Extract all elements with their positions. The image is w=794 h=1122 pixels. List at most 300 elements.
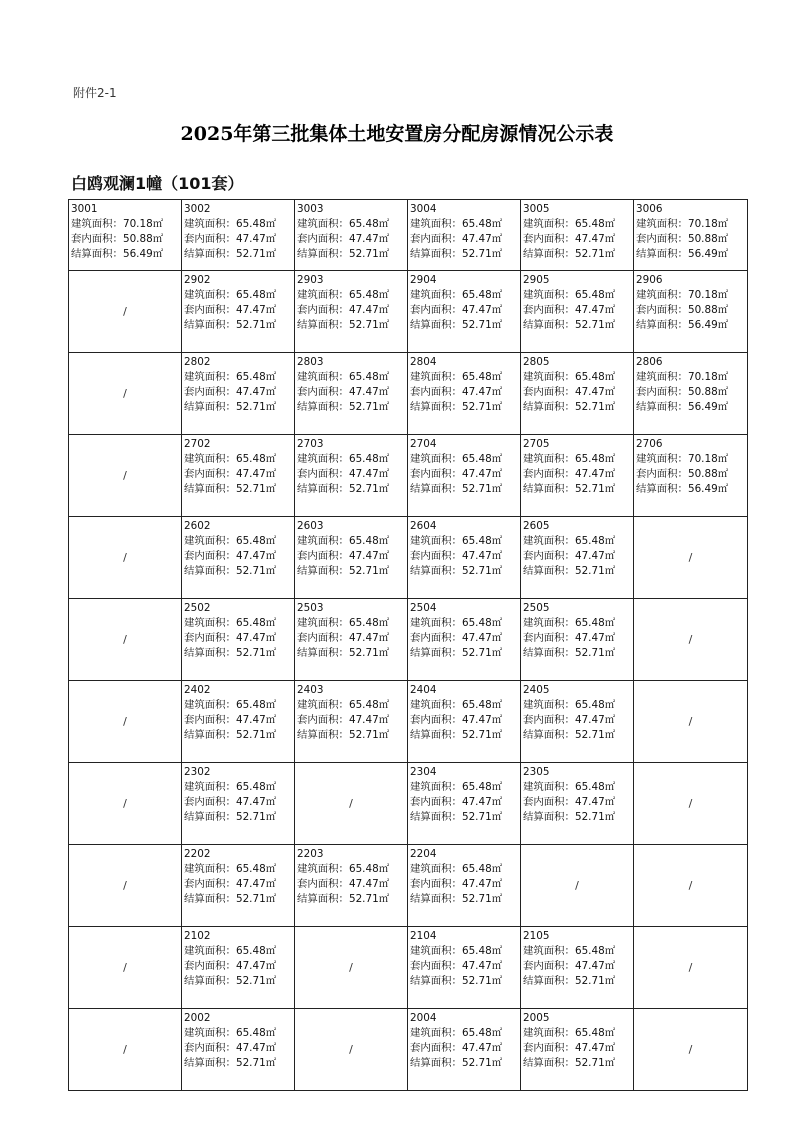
area-unit: ㎡ xyxy=(378,248,390,260)
building-area-label: 建筑面积： xyxy=(297,535,349,547)
area-unit: ㎡ xyxy=(265,796,277,808)
settlement-area-line xyxy=(297,728,407,743)
settlement-area-line xyxy=(184,810,294,825)
building-area-label: 建筑面积： xyxy=(410,617,462,629)
settlement-area-label: 结算面积： xyxy=(523,248,575,260)
area-unit: ㎡ xyxy=(604,386,616,398)
inner-area-line xyxy=(184,631,294,646)
inner-area-line xyxy=(184,1041,294,1056)
inner-area-label: 套内面积： xyxy=(184,550,236,562)
area-unit: ㎡ xyxy=(491,617,503,629)
unit-cell xyxy=(182,927,295,1009)
building-area-value: 65.48 xyxy=(235,617,266,629)
settlement-area-value: 52.71 xyxy=(574,647,605,659)
building-area-value: 65.48 xyxy=(235,535,266,547)
building-area-label: 建筑面积： xyxy=(410,371,462,383)
inner-area-value: 47.47 xyxy=(235,714,266,726)
inner-area-label: 套内面积： xyxy=(184,468,236,480)
area-unit: ㎡ xyxy=(491,945,503,957)
settlement-area-value: 52.71 xyxy=(235,975,266,987)
empty-unit-cell: / xyxy=(634,517,748,599)
unit-cell xyxy=(521,927,634,1009)
settlement-area-label: 结算面积： xyxy=(410,401,462,413)
inner-area-value: 47.47 xyxy=(348,714,379,726)
settlement-area-line xyxy=(410,247,520,262)
area-unit: ㎡ xyxy=(604,453,616,465)
building-area-value: 65.48 xyxy=(574,781,605,793)
area-unit: ㎡ xyxy=(491,781,503,793)
area-unit: ㎡ xyxy=(378,468,390,480)
settlement-area-line xyxy=(523,646,633,661)
unit-cell xyxy=(295,845,408,927)
area-unit: ㎡ xyxy=(604,565,616,577)
building-area-line xyxy=(636,288,747,303)
building-area-line xyxy=(410,698,520,713)
area-unit: ㎡ xyxy=(491,289,503,301)
area-unit: ㎡ xyxy=(265,565,277,577)
building-area-label: 建筑面积： xyxy=(523,781,575,793)
inner-area-label: 套内面积： xyxy=(410,468,462,480)
unit-cell xyxy=(295,517,408,599)
empty-unit-cell: / xyxy=(69,435,182,517)
building-area-value: 65.48 xyxy=(461,218,492,230)
building-area-line xyxy=(297,862,407,877)
inner-area-label: 套内面积： xyxy=(184,632,236,644)
inner-area-value: 47.47 xyxy=(235,233,266,245)
area-unit: ㎡ xyxy=(717,468,729,480)
unit-number: 3005 xyxy=(523,203,550,215)
building-area-line xyxy=(410,944,520,959)
inner-area-line xyxy=(410,549,520,564)
building-area-line xyxy=(636,217,747,232)
area-unit: ㎡ xyxy=(265,248,277,260)
area-unit: ㎡ xyxy=(152,248,164,260)
building-area-line xyxy=(184,862,294,877)
building-area-value: 65.48 xyxy=(574,617,605,629)
building-area-label: 建筑面积： xyxy=(523,535,575,547)
settlement-area-label: 结算面积： xyxy=(636,319,688,331)
area-unit: ㎡ xyxy=(491,632,503,644)
area-unit: ㎡ xyxy=(378,218,390,230)
settlement-area-line xyxy=(523,810,633,825)
area-unit: ㎡ xyxy=(604,1042,616,1054)
building-area-value: 65.48 xyxy=(574,535,605,547)
inner-area-line xyxy=(523,549,633,564)
settlement-area-label: 结算面积： xyxy=(297,893,349,905)
building-area-value: 65.48 xyxy=(348,535,379,547)
area-unit: ㎡ xyxy=(491,319,503,331)
building-area-label: 建筑面积： xyxy=(410,699,462,711)
building-area-line xyxy=(297,534,407,549)
settlement-area-line xyxy=(71,247,181,262)
settlement-area-value: 52.71 xyxy=(461,975,492,987)
area-unit: ㎡ xyxy=(604,617,616,629)
settlement-area-label: 结算面积： xyxy=(184,319,236,331)
area-unit: ㎡ xyxy=(604,218,616,230)
settlement-area-value: 52.71 xyxy=(348,319,379,331)
unit-number: 2605 xyxy=(523,520,550,532)
building-area-value: 65.48 xyxy=(235,699,266,711)
inner-area-value: 50.88 xyxy=(687,386,718,398)
area-unit: ㎡ xyxy=(604,468,616,480)
building-area-line xyxy=(297,370,407,385)
inner-area-value: 47.47 xyxy=(574,1042,605,1054)
area-unit: ㎡ xyxy=(265,233,277,245)
settlement-area-value: 56.49 xyxy=(687,248,718,260)
settlement-area-label: 结算面积： xyxy=(523,729,575,741)
inner-area-label: 套内面积： xyxy=(410,304,462,316)
settlement-area-line xyxy=(410,400,520,415)
inner-area-label: 套内面积： xyxy=(184,878,236,890)
area-unit: ㎡ xyxy=(265,781,277,793)
area-unit: ㎡ xyxy=(265,960,277,972)
inner-area-line xyxy=(410,303,520,318)
building-area-line xyxy=(410,370,520,385)
building-area-label: 建筑面积： xyxy=(636,218,688,230)
unit-number: 2305 xyxy=(523,766,550,778)
unit-cell xyxy=(521,271,634,353)
housing-table xyxy=(68,199,748,1091)
inner-area-label: 套内面积： xyxy=(297,550,349,562)
inner-area-line xyxy=(523,232,633,247)
area-unit: ㎡ xyxy=(604,535,616,547)
building-area-value: 65.48 xyxy=(348,863,379,875)
building-area-line xyxy=(523,288,633,303)
empty-unit-cell: / xyxy=(295,763,408,845)
settlement-area-label: 结算面积： xyxy=(523,811,575,823)
settlement-area-label: 结算面积： xyxy=(297,319,349,331)
area-unit: ㎡ xyxy=(717,289,729,301)
empty-unit-cell: / xyxy=(634,927,748,1009)
inner-area-value: 47.47 xyxy=(235,796,266,808)
inner-area-label: 套内面积： xyxy=(636,304,688,316)
area-unit: ㎡ xyxy=(378,632,390,644)
settlement-area-line xyxy=(410,482,520,497)
area-unit: ㎡ xyxy=(604,811,616,823)
building-area-line xyxy=(184,780,294,795)
inner-area-value: 47.47 xyxy=(235,386,266,398)
settlement-area-value: 52.71 xyxy=(235,729,266,741)
area-unit: ㎡ xyxy=(491,401,503,413)
area-unit: ㎡ xyxy=(265,1042,277,1054)
unit-cell xyxy=(295,353,408,435)
inner-area-line xyxy=(297,549,407,564)
unit-cell xyxy=(521,599,634,681)
settlement-area-line xyxy=(184,400,294,415)
area-unit: ㎡ xyxy=(717,371,729,383)
empty-unit-cell: / xyxy=(634,845,748,927)
building-area-label: 建筑面积： xyxy=(297,863,349,875)
unit-number: 2002 xyxy=(184,1012,211,1024)
area-unit: ㎡ xyxy=(491,796,503,808)
building-area-line xyxy=(410,288,520,303)
building-area-value: 65.48 xyxy=(461,863,492,875)
settlement-area-line xyxy=(523,564,633,579)
area-unit: ㎡ xyxy=(265,319,277,331)
settlement-area-value: 56.49 xyxy=(122,248,153,260)
inner-area-value: 47.47 xyxy=(574,960,605,972)
settlement-area-value: 52.71 xyxy=(348,729,379,741)
area-unit: ㎡ xyxy=(604,1027,616,1039)
settlement-area-line xyxy=(297,482,407,497)
area-unit: ㎡ xyxy=(491,550,503,562)
building-area-label: 建筑面积： xyxy=(410,289,462,301)
inner-area-value: 47.47 xyxy=(574,550,605,562)
settlement-area-label: 结算面积： xyxy=(523,483,575,495)
table-row xyxy=(69,271,748,353)
unit-cell xyxy=(182,763,295,845)
area-unit: ㎡ xyxy=(265,647,277,659)
area-unit: ㎡ xyxy=(265,632,277,644)
unit-cell xyxy=(408,200,521,271)
building-area-value: 65.48 xyxy=(461,945,492,957)
settlement-area-line xyxy=(636,482,747,497)
empty-unit-cell: / xyxy=(634,599,748,681)
building-area-line xyxy=(410,616,520,631)
inner-area-line xyxy=(523,713,633,728)
area-unit: ㎡ xyxy=(491,699,503,711)
area-unit: ㎡ xyxy=(491,386,503,398)
unit-cell xyxy=(634,353,748,435)
settlement-area-value: 52.71 xyxy=(235,565,266,577)
settlement-area-value: 52.71 xyxy=(235,811,266,823)
area-unit: ㎡ xyxy=(265,218,277,230)
inner-area-line xyxy=(410,877,520,892)
unit-number: 2602 xyxy=(184,520,211,532)
area-unit: ㎡ xyxy=(491,863,503,875)
inner-area-line xyxy=(523,467,633,482)
unit-cell xyxy=(182,353,295,435)
unit-number: 2604 xyxy=(410,520,437,532)
unit-number: 2902 xyxy=(184,274,211,286)
unit-cell xyxy=(521,435,634,517)
inner-area-value: 47.47 xyxy=(461,1042,492,1054)
building-area-line xyxy=(71,217,181,232)
page-title: 2025年第三批集体土地安置房分配房源情况公示表 xyxy=(180,123,614,145)
inner-area-value: 47.47 xyxy=(235,878,266,890)
unit-cell xyxy=(521,517,634,599)
building-area-value: 65.48 xyxy=(461,371,492,383)
building-area-line xyxy=(184,1026,294,1041)
inner-area-value: 47.47 xyxy=(574,233,605,245)
inner-area-value: 47.47 xyxy=(348,468,379,480)
inner-area-label: 套内面积： xyxy=(410,960,462,972)
area-unit: ㎡ xyxy=(491,483,503,495)
settlement-area-line xyxy=(523,400,633,415)
settlement-area-value: 52.71 xyxy=(235,893,266,905)
settlement-area-label: 结算面积： xyxy=(410,811,462,823)
building-area-label: 建筑面积： xyxy=(184,945,236,957)
building-area-line xyxy=(523,698,633,713)
empty-unit-cell: / xyxy=(69,845,182,927)
settlement-area-line xyxy=(410,728,520,743)
inner-area-label: 套内面积： xyxy=(184,960,236,972)
building-area-value: 65.48 xyxy=(461,289,492,301)
inner-area-value: 47.47 xyxy=(348,878,379,890)
empty-unit-cell: / xyxy=(295,927,408,1009)
empty-unit-cell: / xyxy=(69,681,182,763)
building-area-label: 建筑面积： xyxy=(297,218,349,230)
unit-number: 2706 xyxy=(636,438,663,450)
settlement-area-value: 52.71 xyxy=(461,647,492,659)
unit-cell xyxy=(182,517,295,599)
building-area-line xyxy=(410,780,520,795)
building-area-value: 65.48 xyxy=(574,371,605,383)
building-area-line xyxy=(184,616,294,631)
settlement-area-line xyxy=(297,247,407,262)
settlement-area-value: 52.71 xyxy=(235,319,266,331)
building-area-line xyxy=(523,370,633,385)
area-unit: ㎡ xyxy=(265,483,277,495)
building-area-value: 65.48 xyxy=(235,781,266,793)
inner-area-label: 套内面积： xyxy=(410,878,462,890)
empty-unit-cell: / xyxy=(634,763,748,845)
inner-area-value: 50.88 xyxy=(687,233,718,245)
empty-unit-cell: / xyxy=(69,927,182,1009)
table-row xyxy=(69,517,748,599)
unit-number: 2203 xyxy=(297,848,324,860)
building-subtitle: 白鸥观澜1幢（101套） xyxy=(71,174,244,193)
unit-number: 2703 xyxy=(297,438,324,450)
settlement-area-value: 52.71 xyxy=(574,565,605,577)
empty-unit-cell: / xyxy=(69,353,182,435)
area-unit: ㎡ xyxy=(604,960,616,972)
settlement-area-line xyxy=(636,318,747,333)
area-unit: ㎡ xyxy=(265,1027,277,1039)
building-area-line xyxy=(410,1026,520,1041)
building-area-value: 65.48 xyxy=(348,371,379,383)
inner-area-value: 47.47 xyxy=(574,304,605,316)
area-unit: ㎡ xyxy=(491,1027,503,1039)
empty-unit-cell: / xyxy=(69,599,182,681)
inner-area-value: 47.47 xyxy=(235,304,266,316)
unit-cell xyxy=(408,435,521,517)
inner-area-value: 47.47 xyxy=(574,386,605,398)
inner-area-line xyxy=(410,467,520,482)
unit-number: 2805 xyxy=(523,356,550,368)
unit-number: 2304 xyxy=(410,766,437,778)
unit-cell xyxy=(634,271,748,353)
unit-number: 2503 xyxy=(297,602,324,614)
area-unit: ㎡ xyxy=(604,945,616,957)
building-area-value: 65.48 xyxy=(574,453,605,465)
area-unit: ㎡ xyxy=(491,1057,503,1069)
unit-cell xyxy=(182,271,295,353)
settlement-area-label: 结算面积： xyxy=(297,483,349,495)
unit-cell xyxy=(521,763,634,845)
area-unit: ㎡ xyxy=(491,1042,503,1054)
settlement-area-line xyxy=(410,564,520,579)
unit-cell xyxy=(408,763,521,845)
unit-number: 2802 xyxy=(184,356,211,368)
settlement-area-value: 52.71 xyxy=(235,248,266,260)
empty-unit-cell: / xyxy=(69,763,182,845)
area-unit: ㎡ xyxy=(604,729,616,741)
inner-area-value: 47.47 xyxy=(235,550,266,562)
inner-area-label: 套内面积： xyxy=(297,304,349,316)
settlement-area-label: 结算面积： xyxy=(184,975,236,987)
settlement-area-line xyxy=(184,564,294,579)
inner-area-line xyxy=(523,795,633,810)
area-unit: ㎡ xyxy=(604,796,616,808)
inner-area-value: 47.47 xyxy=(461,304,492,316)
building-area-line xyxy=(410,534,520,549)
settlement-area-label: 结算面积： xyxy=(184,647,236,659)
settlement-area-line xyxy=(297,318,407,333)
settlement-area-line xyxy=(184,482,294,497)
building-area-line xyxy=(184,288,294,303)
area-unit: ㎡ xyxy=(265,289,277,301)
area-unit: ㎡ xyxy=(265,945,277,957)
settlement-area-value: 56.49 xyxy=(687,401,718,413)
inner-area-label: 套内面积： xyxy=(410,386,462,398)
building-area-value: 65.48 xyxy=(461,781,492,793)
unit-cell xyxy=(295,435,408,517)
area-unit: ㎡ xyxy=(378,371,390,383)
settlement-area-label: 结算面积： xyxy=(410,647,462,659)
settlement-area-value: 52.71 xyxy=(235,1057,266,1069)
building-area-value: 65.48 xyxy=(348,699,379,711)
unit-number: 2104 xyxy=(410,930,437,942)
inner-area-line xyxy=(523,1041,633,1056)
building-area-label: 建筑面积： xyxy=(636,371,688,383)
settlement-area-value: 52.71 xyxy=(574,729,605,741)
inner-area-value: 47.47 xyxy=(461,632,492,644)
building-area-label: 建筑面积： xyxy=(184,218,236,230)
building-area-line xyxy=(523,217,633,232)
building-area-value: 65.48 xyxy=(461,453,492,465)
unit-number: 3006 xyxy=(636,203,663,215)
unit-number: 2603 xyxy=(297,520,324,532)
building-area-label: 建筑面积： xyxy=(297,699,349,711)
settlement-area-label: 结算面积： xyxy=(184,729,236,741)
building-area-value: 65.48 xyxy=(461,535,492,547)
building-area-line xyxy=(297,698,407,713)
unit-cell xyxy=(295,681,408,763)
building-area-value: 70.18 xyxy=(122,218,153,230)
inner-area-value: 47.47 xyxy=(574,714,605,726)
inner-area-value: 47.47 xyxy=(461,468,492,480)
area-unit: ㎡ xyxy=(604,781,616,793)
building-area-value: 65.48 xyxy=(574,1027,605,1039)
settlement-area-label: 结算面积： xyxy=(410,565,462,577)
inner-area-line xyxy=(523,303,633,318)
inner-area-line xyxy=(184,467,294,482)
unit-cell xyxy=(521,1009,634,1091)
inner-area-label: 套内面积： xyxy=(636,468,688,480)
building-area-line xyxy=(523,616,633,631)
settlement-area-label: 结算面积： xyxy=(297,401,349,413)
settlement-area-value: 52.71 xyxy=(348,647,379,659)
unit-cell xyxy=(182,200,295,271)
inner-area-line xyxy=(523,631,633,646)
inner-area-label: 套内面积： xyxy=(410,714,462,726)
building-area-label: 建筑面积： xyxy=(184,1027,236,1039)
inner-area-line xyxy=(523,959,633,974)
area-unit: ㎡ xyxy=(265,878,277,890)
area-unit: ㎡ xyxy=(491,468,503,480)
unit-cell xyxy=(408,1009,521,1091)
inner-area-value: 47.47 xyxy=(461,386,492,398)
settlement-area-line xyxy=(636,400,747,415)
building-area-value: 65.48 xyxy=(235,453,266,465)
settlement-area-value: 56.49 xyxy=(687,319,718,331)
area-unit: ㎡ xyxy=(717,483,729,495)
building-area-value: 70.18 xyxy=(687,453,718,465)
building-area-label: 建筑面积： xyxy=(184,371,236,383)
inner-area-line xyxy=(297,303,407,318)
unit-cell xyxy=(521,681,634,763)
